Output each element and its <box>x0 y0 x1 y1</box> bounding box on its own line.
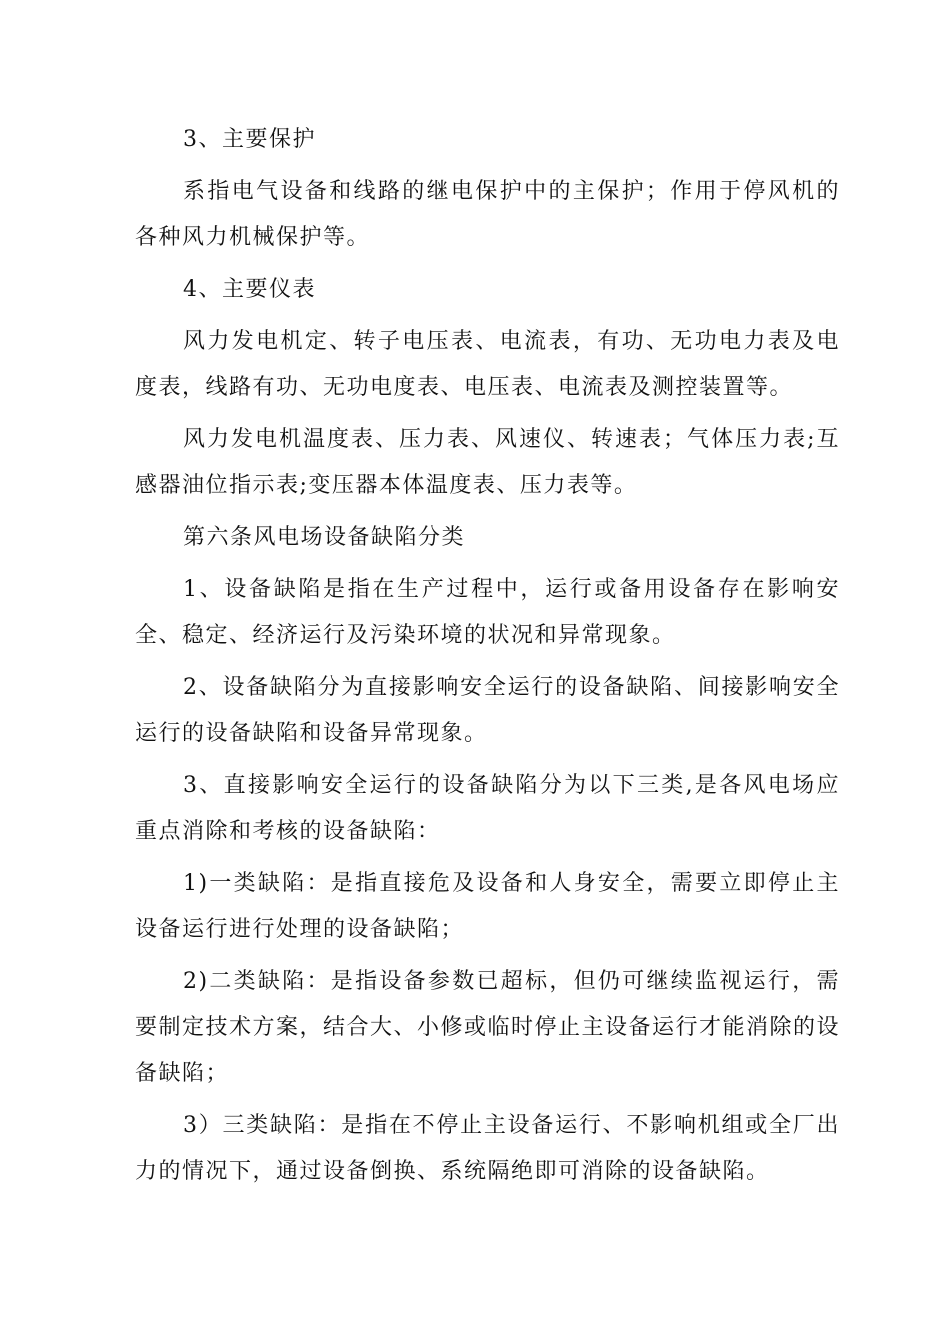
section-heading-main-instruments: 4、主要仪表 <box>183 277 316 302</box>
section-heading-main-protection: 3、主要保护 <box>183 127 316 152</box>
article-heading-defect-classification: 第六条风电场设备缺陷分类 <box>183 525 466 550</box>
paragraph-defect-categories: 2、设备缺陷分为直接影响安全运行的设备缺陷、间接影响安全运行的设备缺陷和设备异常现象。 <box>135 675 840 746</box>
paragraph-class-two-defect: 2)二类缺陷：是指设备参数已超标，但仍可继续监视运行，需要制定技术方案，结合大、小修或临时停止主设备运行才能消除的设备缺陷； <box>135 969 841 1086</box>
paragraph-class-one-defect: 1)一类缺陷：是指直接危及设备和人身安全，需要立即停止主设备运行进行处理的设备缺陷； <box>135 871 840 942</box>
paragraph-defect-definition: 1、设备缺陷是指在生产过程中，运行或备用设备存在影响安全、稳定、经济运行及污染环境的状况和异常现象。 <box>135 577 840 648</box>
paragraph-direct-defect-classes: 3、直接影响安全运行的设备缺陷分为以下三类,是各风电场应重点消除和考核的设备缺陷： <box>135 773 840 844</box>
paragraph-class-three-defect: 3）三类缺陷：是指在不停止主设备运行、不影响机组或全厂出力的情况下，通过设备倒换、系统隔绝即可消除的设备缺陷。 <box>135 1113 840 1184</box>
paragraph-electrical-instruments: 风力发电机定、转子电压表、电流表，有功、无功电力表及电度表，线路有功、无功电度表、电压表、电流表及测控装置等。 <box>135 329 840 400</box>
paragraph-mechanical-instruments: 风力发电机温度表、压力表、风速仪、转速表；气体压力表;互感器油位指示表;变压器本体温度表、压力表等。 <box>135 427 840 498</box>
document-body <box>135 117 840 1201</box>
paragraph-main-protection-definition: 系指电气设备和线路的继电保护中的主保护；作用于停风机的各种风力机械保护等。 <box>135 179 840 250</box>
